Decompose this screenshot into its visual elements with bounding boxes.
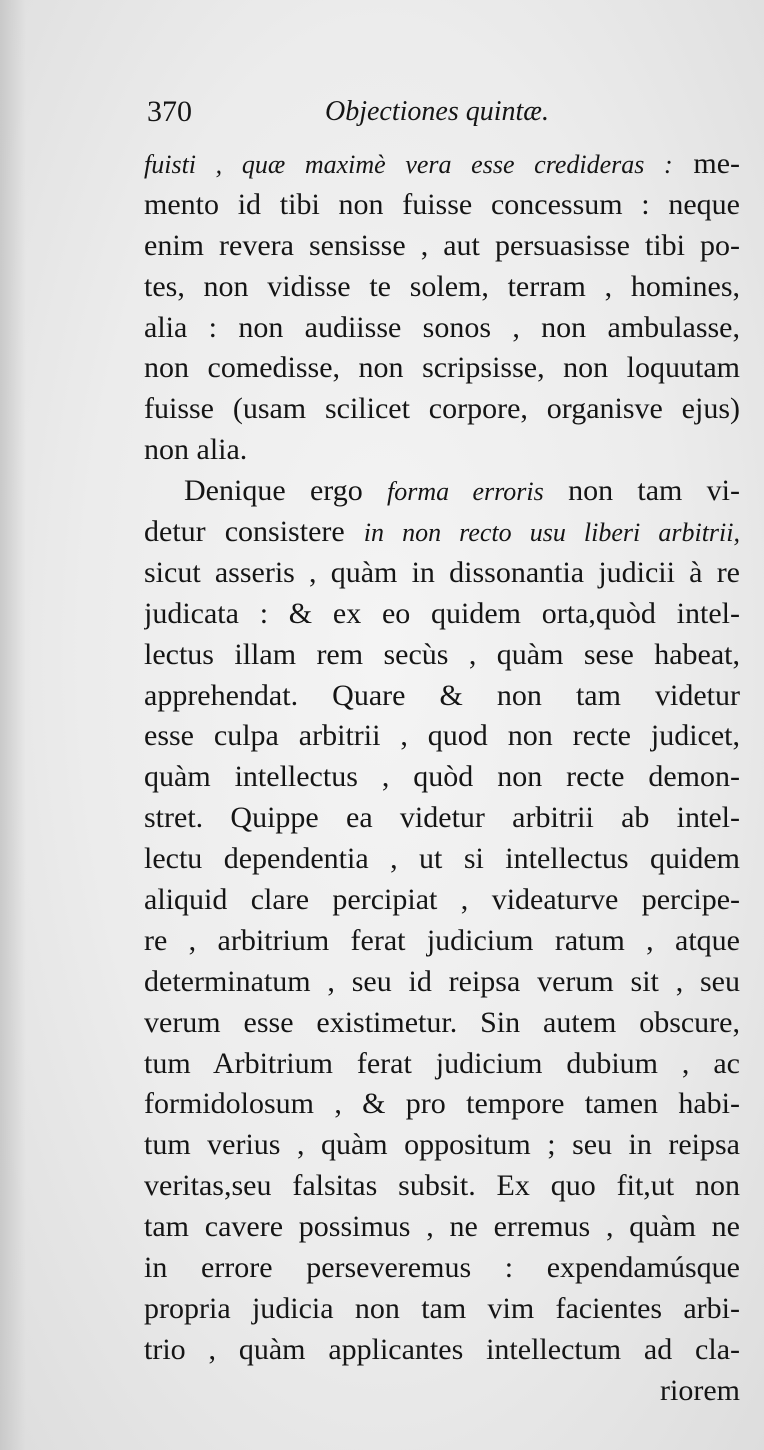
text-segment: tum verius , quàm oppositum ; seu in reipsa (144, 1128, 740, 1162)
text-segment: detur consistere (144, 515, 364, 549)
text-segment: tum Arbitrium ferat judicium dubium , ac (144, 1046, 740, 1080)
text-line (144, 1003, 740, 1044)
text-line (144, 1371, 740, 1412)
running-head: Objectiones quintæ. (325, 96, 549, 127)
text-line (144, 267, 740, 308)
text-line (144, 226, 740, 267)
text-line (144, 594, 740, 635)
text-segment: veritas,seu falsitas subsit. Ex quo fit,ut non (144, 1169, 740, 1203)
text-segment: propria judicia non tam vim facientes arbi- (144, 1291, 740, 1325)
text-segment: lectus illam rem secùs , quàm sese habeat, (144, 637, 740, 671)
text-line (144, 471, 740, 512)
body-text (144, 144, 740, 1412)
text-segment: esse culpa arbitrii , quod non recte judicet, (144, 719, 740, 753)
text-segment: determinatum , seu id reipsa verum sit , seu (144, 964, 740, 998)
text-segment: aliquid clare percipiat , videaturve percipe- (144, 883, 740, 917)
text-line (144, 512, 740, 553)
text-segment: me- (672, 147, 740, 180)
page-gutter-shadow (0, 0, 26, 1450)
text-line (144, 1330, 740, 1371)
text-segment: fuisse (usam scilicet corpore, organisve ejus) (144, 392, 740, 426)
text-segment: non alia. (144, 433, 248, 467)
text-line (144, 798, 740, 839)
text-line (144, 635, 740, 676)
text-segment: re , arbitrium ferat judicium ratum , atque (144, 923, 740, 957)
text-line (144, 676, 740, 717)
text-line (144, 348, 740, 389)
text-line (144, 839, 740, 880)
text-segment: non comedisse, non scripsisse, non loquutam (144, 351, 740, 385)
text-line (144, 716, 740, 757)
italic-text: in non recto usu liberi arbitrii, (363, 518, 740, 548)
page-header (147, 90, 747, 134)
text-segment: formidolosum , & pro tempore tamen habi- (144, 1087, 740, 1121)
text-line (144, 553, 740, 594)
text-segment: judicata : & ex eo quidem orta,quòd intel- (144, 596, 740, 630)
text-segment: Denique ergo (184, 474, 388, 508)
text-line (144, 757, 740, 798)
text-segment: riorem (660, 1373, 740, 1407)
text-line (144, 185, 740, 226)
italic-text: forma erroris (387, 477, 544, 507)
text-segment: stret. Quippe ea videtur arbitrii ab intel- (144, 801, 740, 835)
text-segment: tes, non vidisse te solem, terram , homines, (144, 269, 740, 303)
text-line (144, 308, 740, 349)
text-line (144, 1248, 740, 1289)
text-line (144, 389, 740, 430)
text-line (144, 1289, 740, 1330)
text-segment: alia : non audiisse sonos , non ambulasse, (144, 310, 740, 344)
text-segment: non tam vi- (543, 474, 740, 508)
text-segment: lectu dependentia , ut si intellectus quidem (144, 842, 740, 876)
text-line (144, 1125, 740, 1166)
italic-text: fuisti , quæ maximè vera esse credideras : (144, 150, 673, 179)
text-line (144, 144, 740, 185)
text-line (144, 1166, 740, 1207)
page-number: 370 (147, 95, 192, 128)
text-line (144, 962, 740, 1003)
text-segment: trio , quàm applicantes intellectum ad cla- (144, 1332, 740, 1366)
text-line (144, 880, 740, 921)
text-segment: mento id tibi non fuisse concessum : neque (144, 187, 740, 221)
text-segment: apprehendat. Quare & non tam videtur (144, 678, 740, 712)
text-line (144, 921, 740, 962)
text-segment: enim revera sensisse , aut persuasisse tibi po- (144, 228, 740, 262)
text-segment: sicut asseris , quàm in dissonantia judicii à re (144, 555, 740, 589)
text-segment: in errore perseveremus : expendamúsque (144, 1251, 740, 1285)
text-line (144, 1207, 740, 1248)
text-line (144, 1044, 740, 1085)
text-segment: verum esse existimetur. Sin autem obscure, (144, 1005, 740, 1039)
text-segment: quàm intellectus , quòd non recte demon- (144, 760, 740, 794)
text-segment: tam cavere possimus , ne erremus , quàm ne (144, 1210, 740, 1244)
text-line (144, 1084, 740, 1125)
text-line (144, 430, 740, 471)
